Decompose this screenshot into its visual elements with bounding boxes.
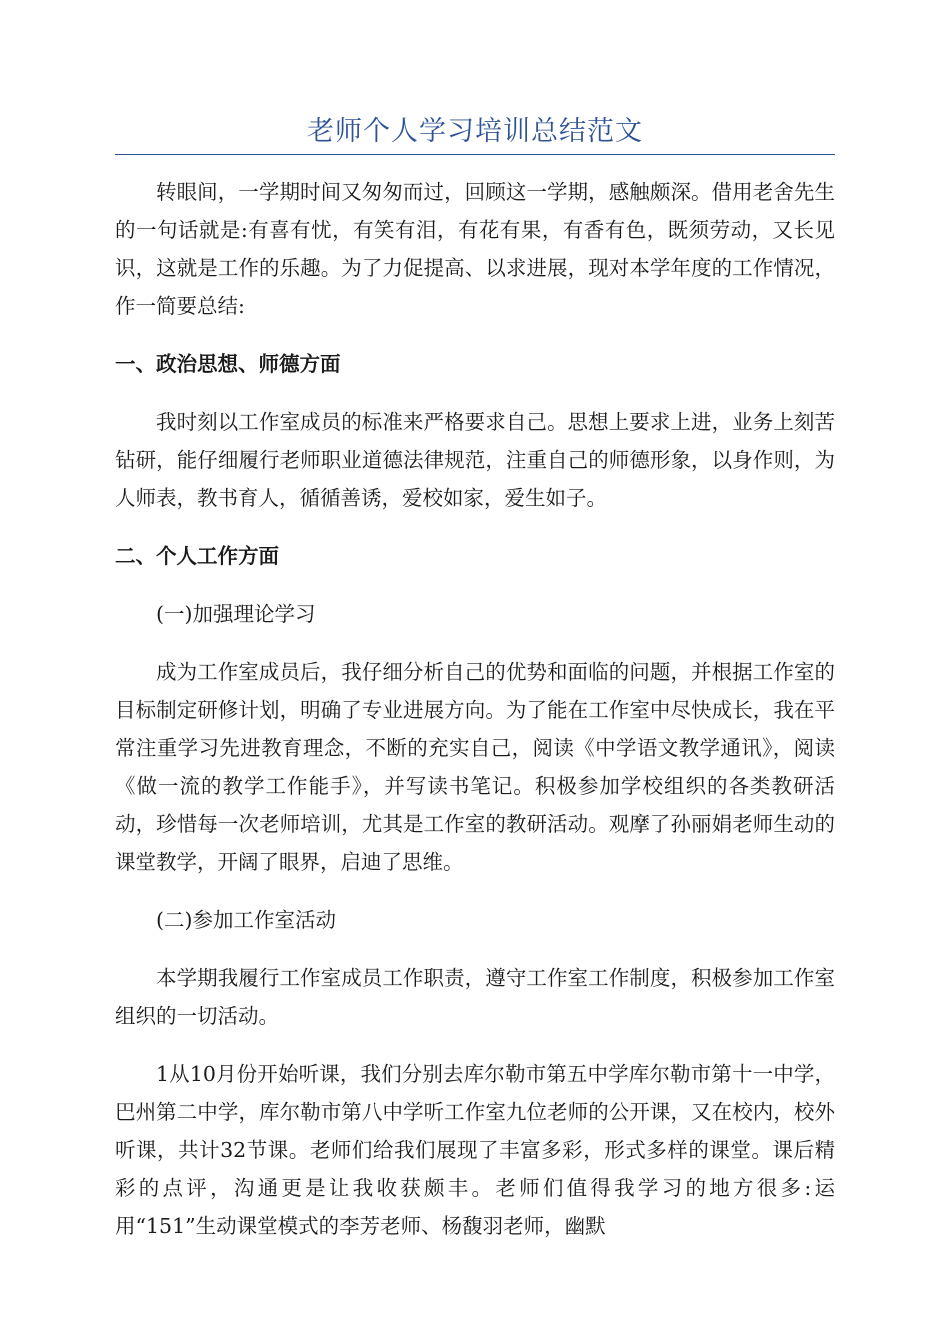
paragraph-lesson-observation: 1从10月份开始听课，我们分别去库尔勒市第五中学库尔勒市第十一中学，巴州第二中学，库尔勒市第八中学听工作室九位老师的公开课，又在校内，校外听课，共计32节课。老师们给我们展现了丰富多彩，形式多样的课堂。课后精彩的点评，沟通更是让我收获颇丰。老师们值得我学习的地方很多:运用“151”生动课堂模式的李芳老师、杨馥羽老师，幽默 <box>115 1062 835 1238</box>
paragraph-studio-activities: 本学期我履行工作室成员工作职责，遵守工作室工作制度，积极参加工作室组织的一切活动。 <box>115 966 835 1028</box>
section-heading-politics: 一、政治思想、师德方面 <box>115 352 341 376</box>
subheading-studio-activities: (二)参加工作室活动 <box>156 908 336 932</box>
paragraph-theory-study: 成为工作室成员后，我仔细分析自己的优势和面临的问题，并根据工作室的目标制定研修计划，明确了专业进展方向。为了能在工作室中尽快成长，我在平常注重学习先进教育理念，不断的充实自己，阅读《中学语文教学通讯》，阅读《做一流的教学工作能手》，并写读书笔记。积极参加学校组织的各类教研活动，珍惜每一次老师培训，尤其是工作室的教研活动。观摩了孙丽娟老师生动的课堂教学，开阔了眼界，启迪了思维。 <box>115 660 835 874</box>
document-title: 老师个人学习培训总结范文 <box>307 116 643 147</box>
section-paragraph-politics: 我时刻以工作室成员的标准来严格要求自己。思想上要求上进，业务上刻苦钻研，能仔细履行老师职业道德法律规范，注重自己的师德形象，以身作则，为人师表，教书育人，循循善诱，爱校如家，爱生如子。 <box>115 410 835 510</box>
section-heading-personal-work: 二、个人工作方面 <box>115 544 279 568</box>
document-body <box>115 173 835 1265</box>
subheading-theory-study: (一)加强理论学习 <box>156 602 316 626</box>
intro-paragraph: 转眼间，一学期时间又匆匆而过，回顾这一学期，感触颇深。借用老舍先生的一句话就是:有喜有忧，有笑有泪，有花有果，有香有色，既须劳动，又长见识，这就是工作的乐趣。为了力促提高、以求进展，现对本学年度的工作情况，作一简要总结: <box>115 180 835 318</box>
title-underline <box>115 154 835 155</box>
